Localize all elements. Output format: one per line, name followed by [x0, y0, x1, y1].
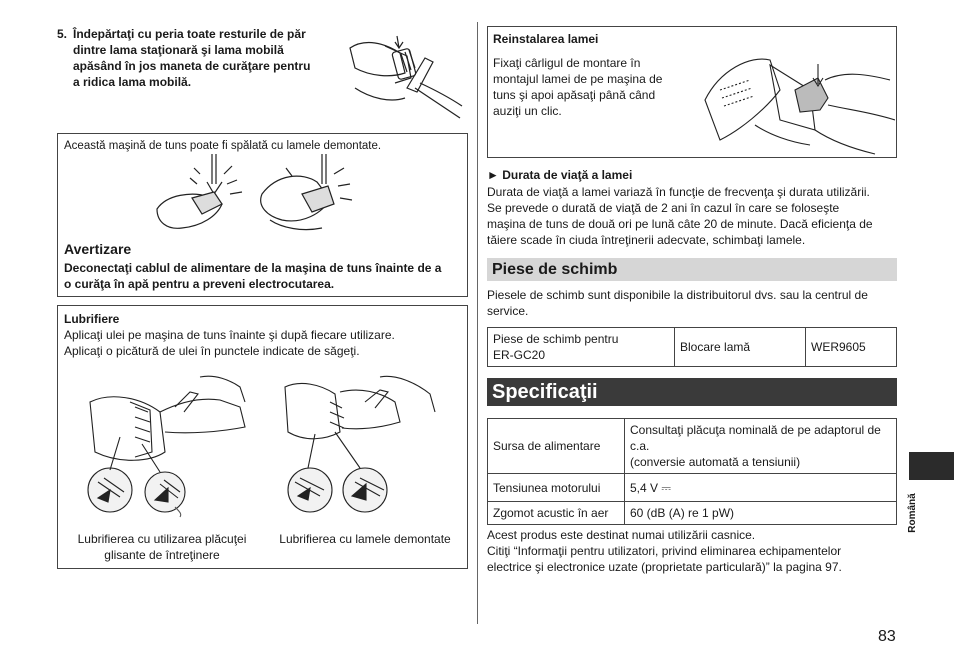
spec-label-cell: Tensiunea motorului — [488, 474, 625, 502]
column-divider — [477, 22, 478, 624]
motor-voltage-value: 5,4 V — [630, 480, 659, 495]
lubrication-title: Lubrifiere — [64, 312, 120, 326]
blade-life-line: Se prevede o durată de viaţă de 2 ani în cazul în care se foloseşte — [487, 201, 840, 215]
table-row — [488, 502, 897, 525]
dc-symbol-icon: ⎓ — [661, 480, 671, 495]
spare-parts-part-cell: Blocare lamă — [675, 328, 806, 367]
language-label: Română — [907, 493, 918, 533]
table-cell-line: Consultaţi plăcuţa nominală de pe adaptorul de — [630, 423, 881, 437]
table-row — [488, 474, 897, 502]
blade-life-line: Durata de viaţă a lamei variază în funcţie de frecvenţa şi durata utilizării. — [487, 185, 870, 199]
spare-parts-label-cell — [488, 328, 675, 367]
language-side-tab — [909, 452, 954, 480]
spare-parts-text — [487, 287, 897, 319]
table-cell-line: c.a. — [630, 439, 650, 453]
lubrication-text — [64, 327, 464, 359]
step-5-line: dintre lama staţionară şi lama mobilă — [73, 43, 284, 57]
caption-line: glisante de întreţinere — [104, 548, 220, 562]
blade-life-text — [487, 184, 897, 248]
specs-note-line: electrice şi electronice uzate (proprietate particulară)” la pagina 97. — [487, 560, 842, 574]
spec-value-cell — [625, 474, 897, 502]
warning-line: Deconectaţi cablul de alimentare de la maşina de tuns înainte de a — [64, 261, 442, 275]
lubrication-caption-right: Lubrifierea cu lamele demontate — [279, 532, 451, 546]
table-row — [488, 419, 897, 474]
spare-parts-table — [487, 327, 897, 367]
spec-label-cell: Sursa de alimentare — [488, 419, 625, 474]
table-row — [488, 328, 897, 367]
warning-title: Avertizare — [64, 241, 132, 257]
lubrication-removed-blades-illustration — [280, 372, 440, 522]
washing-text: Această maşină de tuns poate fi spălată cu lamele demontate. — [64, 140, 382, 152]
page-number: 83 — [878, 628, 896, 645]
step-5-text — [73, 26, 343, 90]
warning-line: o curăţa în apă pentru a preveni electrocutarea. — [64, 277, 335, 291]
blade-life-line: tăiere scade în ciuda întreţinerii adecvate, schimbaţi lamele. — [487, 233, 806, 247]
specs-heading-bar — [487, 378, 897, 406]
reinstall-line: tuns şi apoi apăsaţi până când — [493, 88, 656, 102]
lubrication-caption-left — [62, 531, 262, 563]
spare-parts-heading: Piese de schimb — [492, 261, 618, 278]
lubrication-line: Aplicaţi o picătură de ulei în punctele indicate de săgeţi. — [64, 344, 360, 358]
blade-life-line: maşina de tuns de două ori pe lună câte 20 de minute. Dacă eficienţa de — [487, 217, 873, 231]
blade-reinstall-illustration — [700, 50, 895, 156]
table-cell-line: ER-GC20 — [493, 348, 546, 362]
reinstall-line: auziţi un clic. — [493, 104, 562, 118]
table-cell-line: Piese de schimb pentru — [493, 332, 619, 346]
lubrication-line: Aplicaţi ulei pe maşina de tuns înainte şi după fiecare utilizare. — [64, 328, 395, 342]
blade-life-title: ► Durata de viaţă a lamei — [487, 168, 633, 182]
step-5-number: 5. — [57, 27, 68, 41]
brush-cleaning-illustration — [345, 28, 463, 120]
reinstall-text — [493, 55, 693, 119]
specs-note-line: Citiţi “Informaţii pentru utilizatori, privind eliminarea echipamentelor — [487, 544, 842, 558]
specs-notes — [487, 527, 897, 575]
specs-note-line: Acest produs este destinat numai utilizării casnice. — [487, 528, 756, 542]
step-5-line: apăsând în jos maneta de curăţare pentru — [73, 59, 311, 73]
caption-line: Lubrifierea cu utilizarea plăcuţei — [77, 532, 247, 546]
specs-heading: Specificaţii — [492, 381, 598, 403]
step-5-line: Îndepărtaţi cu peria toate resturile de păr — [73, 27, 306, 41]
reinstall-title: Reinstalarea lamei — [493, 32, 599, 46]
spare-parts-line: Piesele de schimb sunt disponibile la distribuitorul dvs. sau la centrul de — [487, 288, 868, 302]
lubrication-pad-illustration — [80, 372, 255, 522]
warning-text — [64, 260, 464, 292]
step-5-line: a ridica lama mobilă. — [73, 75, 192, 89]
specs-table — [487, 418, 897, 525]
spec-value-cell — [625, 419, 897, 474]
spec-label-cell: Zgomot acustic în aer — [488, 502, 625, 525]
spare-parts-line: service. — [487, 304, 529, 318]
table-cell-line: (conversie automată a tensiunii) — [630, 455, 801, 469]
reinstall-line: Fixaţi cârligul de montare în — [493, 56, 641, 70]
spec-value-cell: 60 (dB (A) re 1 pW) — [625, 502, 897, 525]
reinstall-line: montajul lamei de pe maşina de — [493, 72, 663, 86]
spare-parts-code-cell: WER9605 — [806, 328, 897, 367]
washing-illustration — [152, 154, 382, 234]
